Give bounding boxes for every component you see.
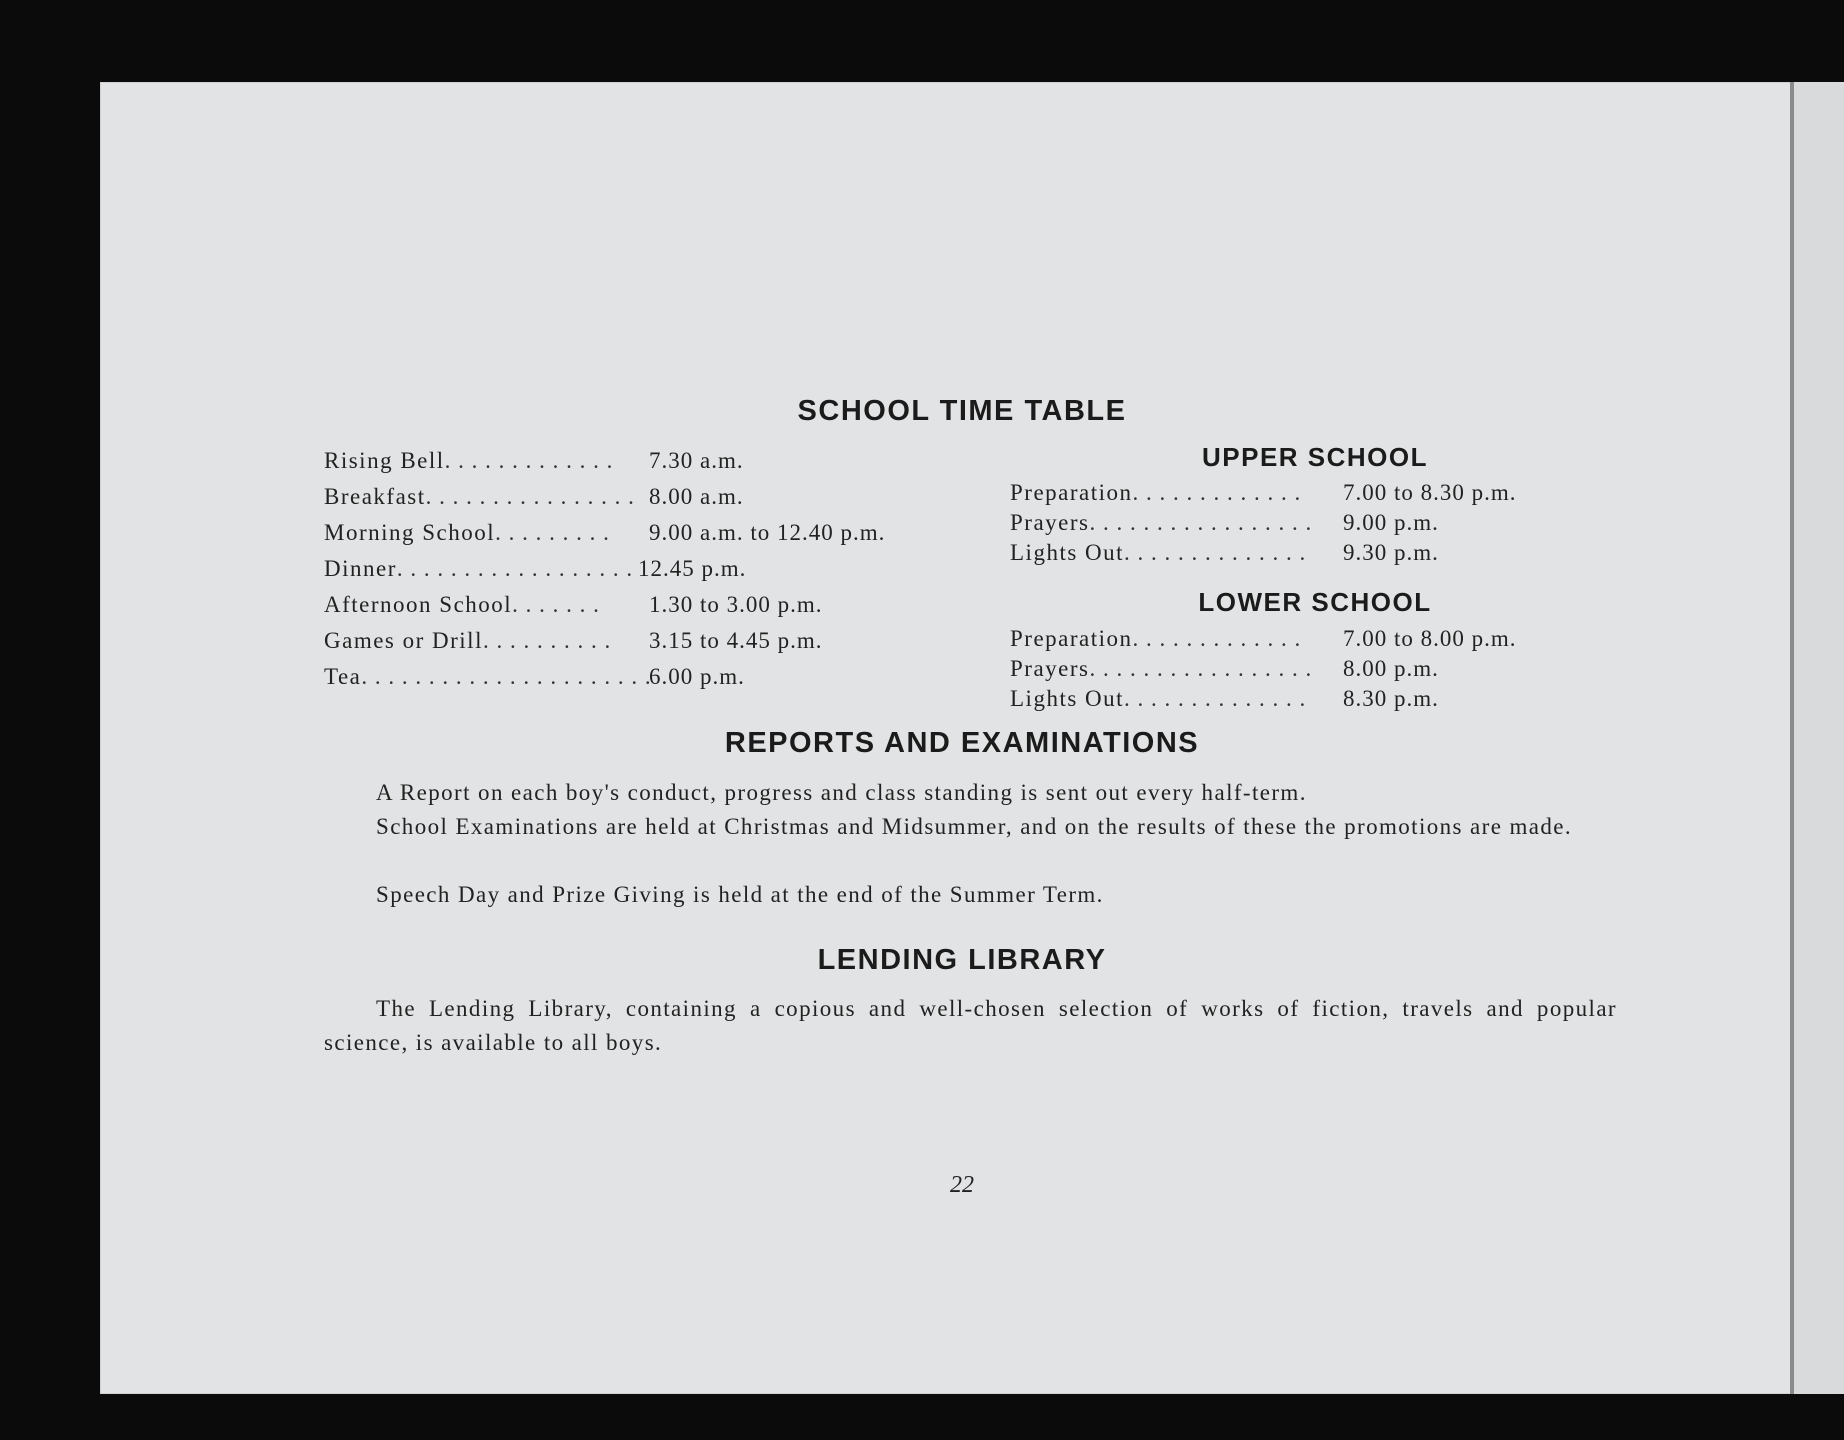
schedule-row: Afternoon School. . . . . . . 1.30 to 3.00 p.m.	[324, 592, 823, 617]
library-paragraph: The Lending Library, containing a copious and well-chosen selection of works of fiction, travels and popular science, is available to all boys.	[324, 996, 1617, 1055]
schedule-row: Lights Out. . . . . . . . . . . . . . 8.30 p.m.	[1010, 686, 1439, 711]
timetable-title: SCHOOL TIME TABLE	[797, 395, 1127, 427]
schedule-row: Rising Bell. . . . . . . . . . . . . 7.30 a.m.	[324, 448, 744, 473]
schedule-row: Games or Drill. . . . . . . . . . 3.15 to 4.45 p.m.	[324, 628, 823, 653]
schedule-row: Tea. . . . . . . . . . . . . . . . . . . . . . 6.00 p.m.	[324, 664, 745, 689]
reports-paragraph: School Examinations are held at Christmas and Midsummer, and on the results of these the promotions are made.	[376, 814, 1573, 839]
reports-paragraph: A Report on each boy's conduct, progress and class standing is sent out every half-term.	[376, 780, 1307, 805]
page-number: 22	[950, 1172, 974, 1198]
upper-school-schedule	[1010, 478, 1630, 568]
daily-schedule	[324, 443, 944, 695]
schedule-row: Morning School. . . . . . . . . 9.00 a.m. to 12.40 p.m.	[324, 520, 886, 545]
schedule-row: Lights Out. . . . . . . . . . . . . . 9.30 p.m.	[1010, 540, 1439, 565]
schedule-row: Prayers. . . . . . . . . . . . . . . . . 8.00 p.m.	[1010, 656, 1439, 681]
schedule-row: Preparation. . . . . . . . . . . . . 7.00 to 8.30 p.m.	[1010, 480, 1517, 505]
schedule-row: Preparation. . . . . . . . . . . . . 7.00 to 8.00 p.m.	[1010, 626, 1517, 651]
schedule-row: Breakfast. . . . . . . . . . . . . . . . 8.00 a.m.	[324, 484, 744, 509]
lower-school-title: LOWER SCHOOL	[1198, 587, 1432, 617]
lower-school-schedule	[1010, 624, 1630, 714]
schedule-row: Dinner. . . . . . . . . . . . . . . . . . 12.45 p.m.	[324, 556, 747, 581]
library-title: LENDING LIBRARY	[817, 944, 1107, 976]
reports-paragraph: Speech Day and Prize Giving is held at the end of the Summer Term.	[376, 882, 1104, 907]
schedule-row: Prayers. . . . . . . . . . . . . . . . . 9.00 p.m.	[1010, 510, 1439, 535]
reports-title: REPORTS AND EXAMINATIONS	[724, 727, 1200, 759]
upper-school-title: UPPER SCHOOL	[1201, 442, 1429, 472]
